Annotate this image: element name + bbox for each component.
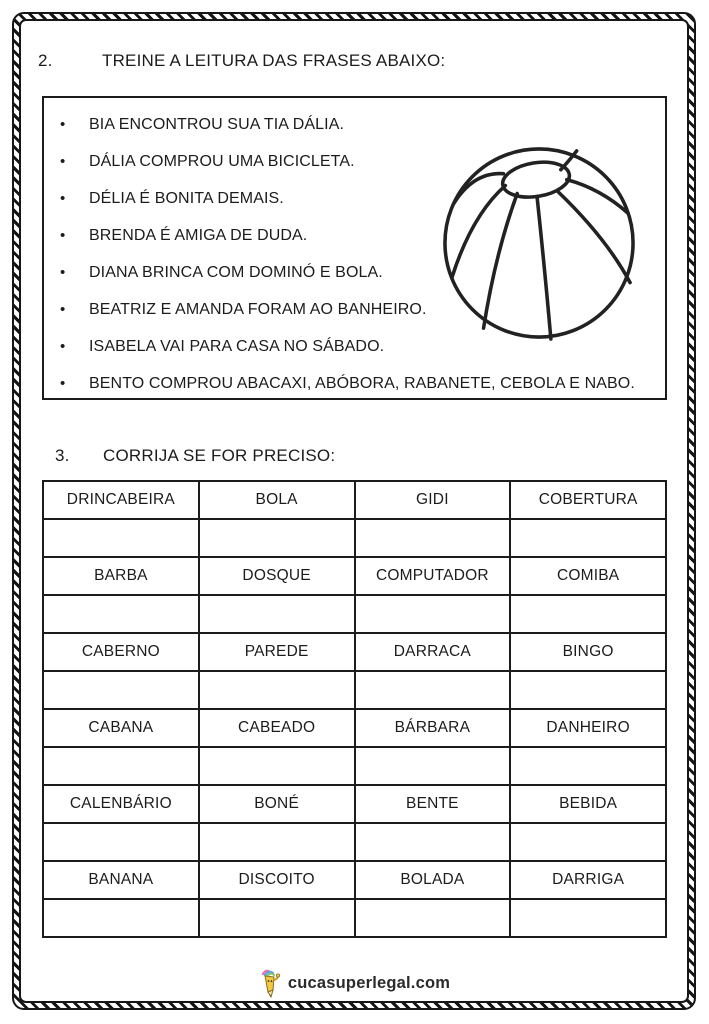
footer (0, 968, 709, 998)
sentence-text: BENTO COMPROU ABACAXI, ABÓBORA, RABANETE, CEBOLA E NABO. (89, 374, 635, 392)
bullet-dot-icon: • (60, 375, 66, 392)
answer-cell (355, 747, 511, 785)
answer-cell (355, 671, 511, 709)
answer-row (43, 899, 666, 937)
answer-cell (510, 671, 666, 709)
answer-cell (355, 595, 511, 633)
section3-title: CORRIJA SE FOR PRECISO: (103, 446, 336, 465)
sentence-text: ISABELA VAI PARA CASA NO SÁBADO. (89, 337, 385, 355)
answer-row (43, 519, 666, 557)
bullet-dot-icon: • (60, 153, 66, 170)
section2-number: 2. (38, 51, 53, 70)
answer-cell (43, 519, 199, 557)
footer-site-text: cucasuperlegal.com (287, 973, 451, 992)
answer-cell (43, 747, 199, 785)
answer-cell (355, 899, 511, 937)
pencil-mascot-icon (259, 968, 280, 998)
answer-row (43, 747, 666, 785)
sentence-text: BEATRIZ E AMANDA FORAM AO BANHEIRO. (89, 300, 427, 318)
word-cell: BINGO (510, 633, 666, 671)
word-cell: BANANA (43, 861, 199, 899)
sentence-item (60, 106, 665, 143)
sentence-text: BIA ENCONTROU SUA TIA DÁLIA. (89, 115, 345, 133)
answer-cell (43, 671, 199, 709)
answer-cell (199, 519, 355, 557)
word-cell: CABERNO (43, 633, 199, 671)
word-cell: CALENBÁRIO (43, 785, 199, 823)
word-cell: BÁRBARA (355, 709, 511, 747)
answer-cell (43, 823, 199, 861)
answer-cell (510, 595, 666, 633)
answer-row (43, 823, 666, 861)
answer-cell (199, 671, 355, 709)
sentence-text: DÁLIA COMPROU UMA BICICLETA. (89, 152, 355, 170)
word-row (43, 557, 666, 595)
answer-cell (510, 899, 666, 937)
answer-row (43, 595, 666, 633)
word-cell: BONÉ (199, 785, 355, 823)
answer-cell (199, 899, 355, 937)
word-cell: BENTE (355, 785, 511, 823)
answer-cell (199, 823, 355, 861)
word-row (43, 709, 666, 747)
answer-cell (510, 519, 666, 557)
answer-cell (43, 899, 199, 937)
sentence-text: DIANA BRINCA COM DOMINÓ E BOLA. (89, 263, 383, 281)
answer-cell (510, 823, 666, 861)
answer-cell (510, 747, 666, 785)
beach-ball-illustration (440, 144, 638, 342)
word-cell: COBERTURA (510, 481, 666, 519)
section3-number: 3. (55, 446, 70, 465)
word-cell: GIDI (355, 481, 511, 519)
answer-cell (355, 823, 511, 861)
word-cell: CABANA (43, 709, 199, 747)
section3-heading (55, 446, 335, 466)
word-row (43, 861, 666, 899)
sentence-item (60, 365, 665, 402)
word-row (43, 633, 666, 671)
word-cell: DARRACA (355, 633, 511, 671)
answer-cell (355, 519, 511, 557)
sentence-text: BRENDA É AMIGA DE DUDA. (89, 226, 308, 244)
word-cell: BARBA (43, 557, 199, 595)
word-cell: DANHEIRO (510, 709, 666, 747)
word-cell: PAREDE (199, 633, 355, 671)
word-cell: BOLADA (355, 861, 511, 899)
word-row (43, 481, 666, 519)
word-cell: DOSQUE (199, 557, 355, 595)
word-cell: CABEADO (199, 709, 355, 747)
bullet-dot-icon: • (60, 116, 66, 133)
word-cell: DARRIGA (510, 861, 666, 899)
answer-row (43, 671, 666, 709)
sentences-box (42, 96, 667, 400)
correction-table (42, 480, 667, 938)
word-cell: DRINCABEIRA (43, 481, 199, 519)
section2-heading (38, 51, 445, 71)
answer-cell (199, 747, 355, 785)
word-cell: COMIBA (510, 557, 666, 595)
answer-cell (199, 595, 355, 633)
word-row (43, 785, 666, 823)
section2-title: TREINE A LEITURA DAS FRASES ABAIXO: (102, 51, 446, 70)
bullet-dot-icon: • (60, 264, 66, 281)
word-cell: BOLA (199, 481, 355, 519)
bullet-dot-icon: • (60, 338, 66, 355)
bullet-dot-icon: • (60, 301, 66, 318)
bullet-dot-icon: • (60, 227, 66, 244)
word-cell: BEBIDA (510, 785, 666, 823)
answer-cell (43, 595, 199, 633)
word-cell: DISCOITO (199, 861, 355, 899)
bullet-dot-icon: • (60, 190, 66, 207)
word-cell: COMPUTADOR (355, 557, 511, 595)
sentence-text: DÉLIA É BONITA DEMAIS. (89, 189, 284, 207)
